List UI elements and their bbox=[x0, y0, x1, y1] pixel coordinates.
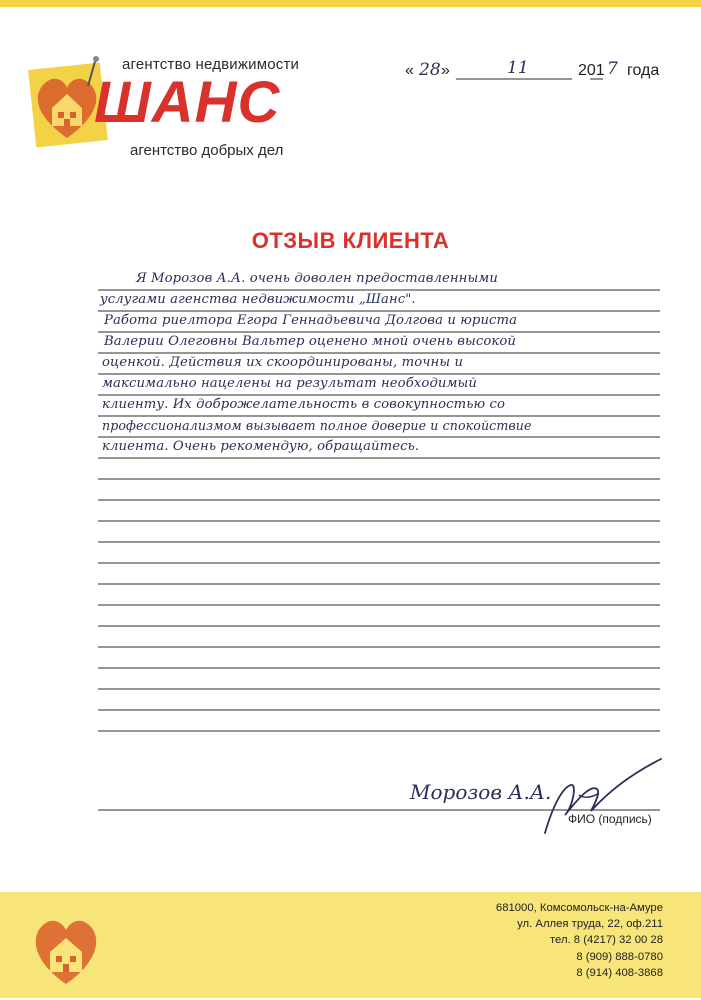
contact-info bbox=[496, 900, 663, 981]
signature-caption: ФИО (подпись) bbox=[568, 812, 652, 826]
phone-line-1: тел. 8 (4217) 32 00 28 bbox=[549, 934, 663, 947]
phone-line-3: 8 (914) 408-3868 bbox=[576, 966, 663, 979]
review-line: услугами агенства недвижимости „Шанс". bbox=[100, 292, 416, 307]
address-line-2: ул. Аллея труда, 22, оф.211 bbox=[517, 918, 663, 931]
review-line: Я Морозов А.А. очень доволен предоставленными bbox=[136, 271, 498, 286]
house-heart-footer-icon bbox=[26, 900, 106, 988]
address-line-1: 681000, Комсомольск-на-Амуре bbox=[495, 902, 663, 914]
date-day: 28 bbox=[419, 60, 441, 80]
review-line: оценкой. Действия их скоординированы, точны и bbox=[102, 355, 464, 370]
date-close-quote: » bbox=[441, 62, 450, 79]
phone-line-2: 8 (909) 888-0780 bbox=[576, 950, 663, 963]
date-year-prefix: 201 bbox=[578, 62, 605, 79]
review-line: максимально нацелены на результат необходимый bbox=[102, 376, 477, 391]
date-open-quote: « bbox=[405, 62, 414, 79]
date-month: 11 bbox=[507, 58, 529, 78]
footer-band bbox=[0, 892, 701, 998]
review-line: клиенту. Их доброжелательность в совокупностью со bbox=[102, 397, 506, 412]
date-year-suffix: года bbox=[627, 62, 660, 79]
brand-name: ШАНС bbox=[94, 70, 281, 135]
review-line: профессионализмом вызывает полное доверие и спокойствие bbox=[102, 418, 532, 433]
agency-tagline-top: агентство недвижимости bbox=[122, 56, 300, 73]
review-line: Работа риелтора Егора Геннадьевича Долгова и юриста bbox=[104, 313, 518, 328]
document-title: ОТЗЫВ КЛИЕНТА bbox=[251, 228, 450, 253]
date-year-digit: 7 bbox=[607, 59, 618, 79]
review-line: Валерии Олеговны Вальтер оценено мной очень высокой bbox=[104, 334, 517, 349]
agency-tagline-bottom: агентство добрых дел bbox=[130, 142, 284, 159]
review-line: клиента. Очень рекомендую, обращайтесь. bbox=[102, 439, 420, 454]
signature-name: Морозов А.А. bbox=[410, 780, 552, 804]
